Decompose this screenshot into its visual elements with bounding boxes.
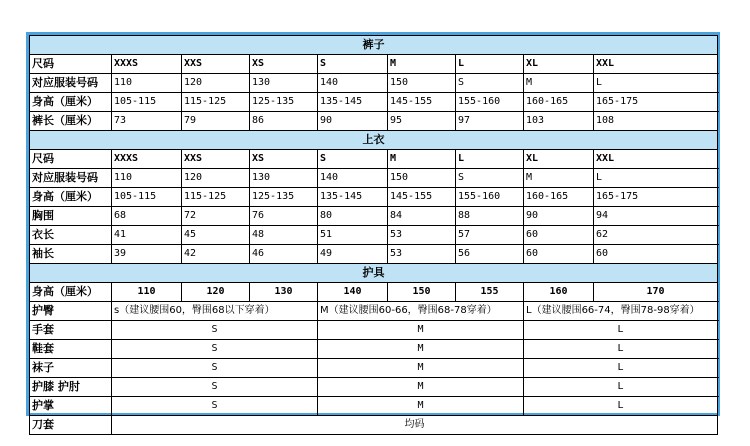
- table-cell: M: [388, 150, 456, 169]
- table-cell: 57: [456, 226, 524, 245]
- table-cell: M: [318, 340, 524, 359]
- row-label: 衣长: [30, 226, 112, 245]
- table-cell: S: [112, 378, 318, 397]
- row-label: 袖长: [30, 245, 112, 264]
- row-label: 护臀: [30, 302, 112, 321]
- table-cell: L: [594, 169, 718, 188]
- table-cell: 135-145: [318, 188, 388, 207]
- row-label: 手套: [30, 321, 112, 340]
- table-cell: 145-155: [388, 188, 456, 207]
- table-cell: 140: [318, 169, 388, 188]
- table-cell: 73: [112, 112, 182, 131]
- table-row: [30, 302, 718, 321]
- table-cell: 80: [318, 207, 388, 226]
- table-cell: 110: [112, 169, 182, 188]
- table-row: [30, 321, 718, 340]
- table-cell: 72: [182, 207, 250, 226]
- row-label: 鞋套: [30, 340, 112, 359]
- row-label: 身高（厘米）: [30, 188, 112, 207]
- table-cell: 60: [594, 245, 718, 264]
- table-cell: S: [318, 150, 388, 169]
- table-row: [30, 226, 718, 245]
- table-cell: 165-175: [594, 188, 718, 207]
- table-cell: S: [112, 397, 318, 416]
- table-row: [30, 188, 718, 207]
- table-cell: S: [112, 321, 318, 340]
- gear-section-header: [30, 264, 718, 283]
- table-cell: 160-165: [524, 188, 594, 207]
- table-cell: 130: [250, 169, 318, 188]
- table-cell: S: [318, 55, 388, 74]
- table-cell: 150: [388, 74, 456, 93]
- table-cell: 49: [318, 245, 388, 264]
- table-cell: M: [524, 169, 594, 188]
- table-cell: XXXS: [112, 55, 182, 74]
- table-cell: 53: [388, 226, 456, 245]
- table-cell: 155-160: [456, 93, 524, 112]
- table-cell: 105-115: [112, 93, 182, 112]
- table-row: [30, 340, 718, 359]
- table-cell: 60: [524, 226, 594, 245]
- table-cell: 125-135: [250, 188, 318, 207]
- table-cell: S: [112, 340, 318, 359]
- table-cell: 90: [524, 207, 594, 226]
- table-cell: M: [318, 321, 524, 340]
- table-cell: L: [524, 340, 718, 359]
- table-cell: 160-165: [524, 93, 594, 112]
- table-cell: 160: [524, 283, 594, 302]
- table-row: [30, 397, 718, 416]
- table-cell: 105-115: [112, 188, 182, 207]
- table-cell: 94: [594, 207, 718, 226]
- row-label: 护掌: [30, 397, 112, 416]
- section-title: 上衣: [30, 131, 718, 150]
- size-chart-table: [29, 35, 718, 435]
- row-label: 对应服装号码: [30, 169, 112, 188]
- table-cell: 120: [182, 283, 250, 302]
- row-label: 裤长（厘米）: [30, 112, 112, 131]
- table-cell: L: [524, 321, 718, 340]
- table-cell: XS: [250, 150, 318, 169]
- table-cell: 130: [250, 74, 318, 93]
- tops-section-header: [30, 131, 718, 150]
- row-label: 尺码: [30, 150, 112, 169]
- table-cell: 150: [388, 169, 456, 188]
- table-cell: 46: [250, 245, 318, 264]
- table-cell: 120: [182, 169, 250, 188]
- table-cell: 53: [388, 245, 456, 264]
- section-title: 裤子: [30, 36, 718, 55]
- table-cell: S: [456, 169, 524, 188]
- table-cell: 76: [250, 207, 318, 226]
- table-cell: 62: [594, 226, 718, 245]
- table-cell: 48: [250, 226, 318, 245]
- table-cell: XL: [524, 150, 594, 169]
- table-cell: L: [594, 74, 718, 93]
- table-cell: XXL: [594, 150, 718, 169]
- table-cell: XS: [250, 55, 318, 74]
- table-cell: M: [318, 397, 524, 416]
- table-cell: 88: [456, 207, 524, 226]
- table-cell: 108: [594, 112, 718, 131]
- row-label: 刀套: [30, 416, 112, 435]
- table-cell: XXS: [182, 55, 250, 74]
- table-cell: M: [524, 74, 594, 93]
- table-cell: M（建议腰围60-66，臀围68-78穿着）: [318, 302, 524, 321]
- table-cell: L: [524, 397, 718, 416]
- table-cell: 130: [250, 283, 318, 302]
- pants-section-header: [30, 36, 718, 55]
- table-cell: 68: [112, 207, 182, 226]
- table-cell: 165-175: [594, 93, 718, 112]
- table-cell: XXS: [182, 150, 250, 169]
- table-cell: XXL: [594, 55, 718, 74]
- table-cell: 97: [456, 112, 524, 131]
- table-cell: L: [456, 55, 524, 74]
- table-cell: L: [456, 150, 524, 169]
- table-row: [30, 378, 718, 397]
- row-label: 护膝 护肘: [30, 378, 112, 397]
- table-cell: 86: [250, 112, 318, 131]
- table-cell: 103: [524, 112, 594, 131]
- table-cell: 41: [112, 226, 182, 245]
- table-cell: S: [112, 359, 318, 378]
- table-cell: 115-125: [182, 93, 250, 112]
- table-cell: S: [456, 74, 524, 93]
- table-cell: 79: [182, 112, 250, 131]
- table-row: [30, 93, 718, 112]
- table-cell: 115-125: [182, 188, 250, 207]
- table-cell: XXXS: [112, 150, 182, 169]
- table-row: [30, 416, 718, 435]
- table-row: [30, 74, 718, 93]
- table-cell: 51: [318, 226, 388, 245]
- row-label: 对应服装号码: [30, 74, 112, 93]
- table-row: [30, 207, 718, 226]
- table-row: [30, 112, 718, 131]
- table-cell: 56: [456, 245, 524, 264]
- table-row: [30, 169, 718, 188]
- table-cell: 60: [524, 245, 594, 264]
- table-cell: 39: [112, 245, 182, 264]
- table-cell: L（建议腰围66-74，臀围78-98穿着）: [524, 302, 718, 321]
- row-label: 袜子: [30, 359, 112, 378]
- row-label: 胸围: [30, 207, 112, 226]
- table-cell: s（建议腰围60，臀围68以下穿着）: [112, 302, 318, 321]
- table-row: [30, 359, 718, 378]
- table-cell: 155: [456, 283, 524, 302]
- table-cell: L: [524, 359, 718, 378]
- table-cell: 120: [182, 74, 250, 93]
- table-cell: L: [524, 378, 718, 397]
- table-cell: 135-145: [318, 93, 388, 112]
- table-cell: M: [388, 55, 456, 74]
- table-cell: 95: [388, 112, 456, 131]
- table-cell: M: [318, 359, 524, 378]
- row-label: 身高（厘米）: [30, 93, 112, 112]
- table-cell: 90: [318, 112, 388, 131]
- table-cell: 110: [112, 283, 182, 302]
- size-chart-frame: [26, 32, 720, 431]
- row-label: 尺码: [30, 55, 112, 74]
- table-cell: 均码: [112, 416, 718, 435]
- table-row: [30, 245, 718, 264]
- table-cell: 42: [182, 245, 250, 264]
- table-row: [30, 55, 718, 74]
- section-title: 护具: [30, 264, 718, 283]
- table-cell: 140: [318, 74, 388, 93]
- table-cell: 84: [388, 207, 456, 226]
- table-cell: XL: [524, 55, 594, 74]
- table-row: [30, 283, 718, 302]
- table-cell: 125-135: [250, 93, 318, 112]
- table-cell: 45: [182, 226, 250, 245]
- table-row: [30, 150, 718, 169]
- row-label: 身高（厘米）: [30, 283, 112, 302]
- table-cell: 110: [112, 74, 182, 93]
- table-cell: 155-160: [456, 188, 524, 207]
- table-cell: 140: [318, 283, 388, 302]
- table-cell: M: [318, 378, 524, 397]
- table-cell: 145-155: [388, 93, 456, 112]
- table-cell: 150: [388, 283, 456, 302]
- table-cell: 170: [594, 283, 718, 302]
